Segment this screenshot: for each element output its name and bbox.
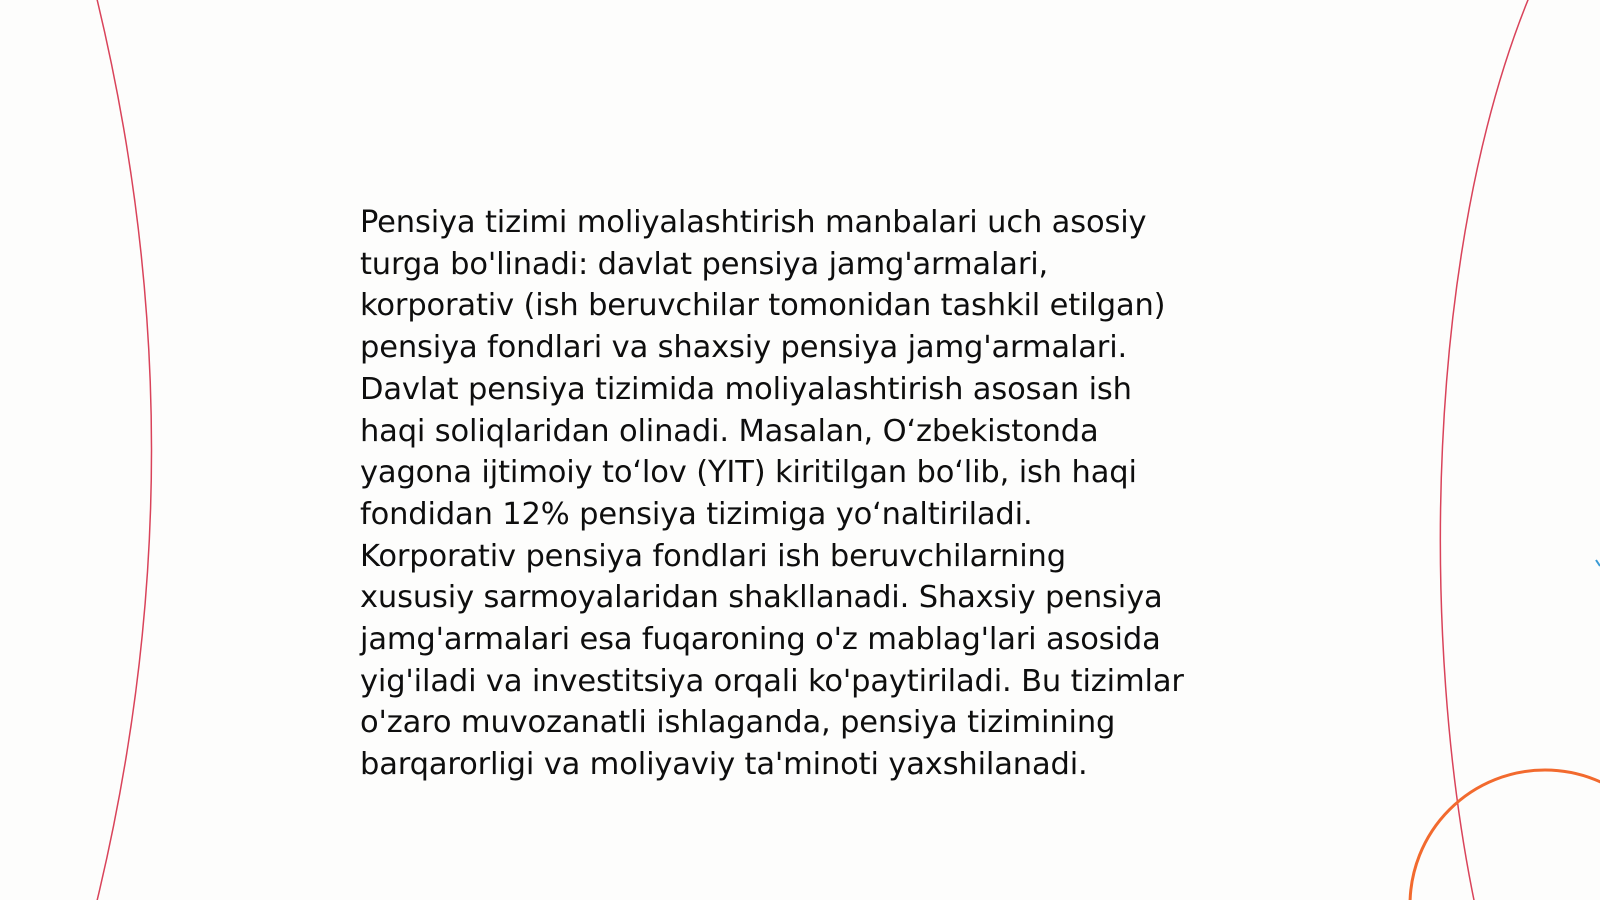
left-arc-line bbox=[96, 0, 152, 900]
paragraph-line: yig'iladi va investitsiya orqali ko'paytiriladi. Bu tizimlar bbox=[360, 663, 1184, 699]
paragraph-line: turga bo'linadi: davlat pensiya jamg'armalari, bbox=[360, 246, 1049, 282]
paragraph-line: o'zaro muvozanatli ishlaganda, pensiya tizimining bbox=[360, 705, 1116, 741]
paragraph-line: Davlat pensiya tizimida moliyalashtirish asosan ish bbox=[360, 371, 1132, 407]
paragraph-line: jamg'armalari esa fuqaroning o'z mablag'lari asosida bbox=[360, 622, 1161, 658]
body-paragraph bbox=[360, 202, 1260, 786]
right-arc-line bbox=[1440, 0, 1530, 900]
blue-accent-tick bbox=[1596, 560, 1600, 566]
paragraph-line: korporativ (ish beruvchilar tomonidan tashkil etilgan) bbox=[360, 288, 1166, 324]
paragraph-line: haqi soliqlaridan olinadi. Masalan, O‘zbekistonda bbox=[360, 413, 1099, 449]
orange-accent-circle bbox=[1410, 770, 1600, 900]
paragraph-line: pensiya fondlari va shaxsiy pensiya jamg'armalari. bbox=[360, 330, 1128, 366]
paragraph-line: Korporativ pensiya fondlari ish beruvchilarning bbox=[360, 538, 1066, 574]
paragraph-line: fondidan 12% pensiya tizimiga yo‘naltiriladi. bbox=[360, 496, 1033, 532]
paragraph-line: barqarorligi va moliyaviy ta'minoti yaxshilanadi. bbox=[360, 747, 1088, 783]
paragraph-line: xususiy sarmoyalaridan shakllanadi. Shaxsiy pensiya bbox=[360, 580, 1163, 616]
paragraph-line: yagona ijtimoiy to‘lov (YIT) kiritilgan bo‘lib, ish haqi bbox=[360, 455, 1137, 491]
paragraph-line: Pensiya tizimi moliyalashtirish manbalari uch asosiy bbox=[360, 205, 1147, 240]
